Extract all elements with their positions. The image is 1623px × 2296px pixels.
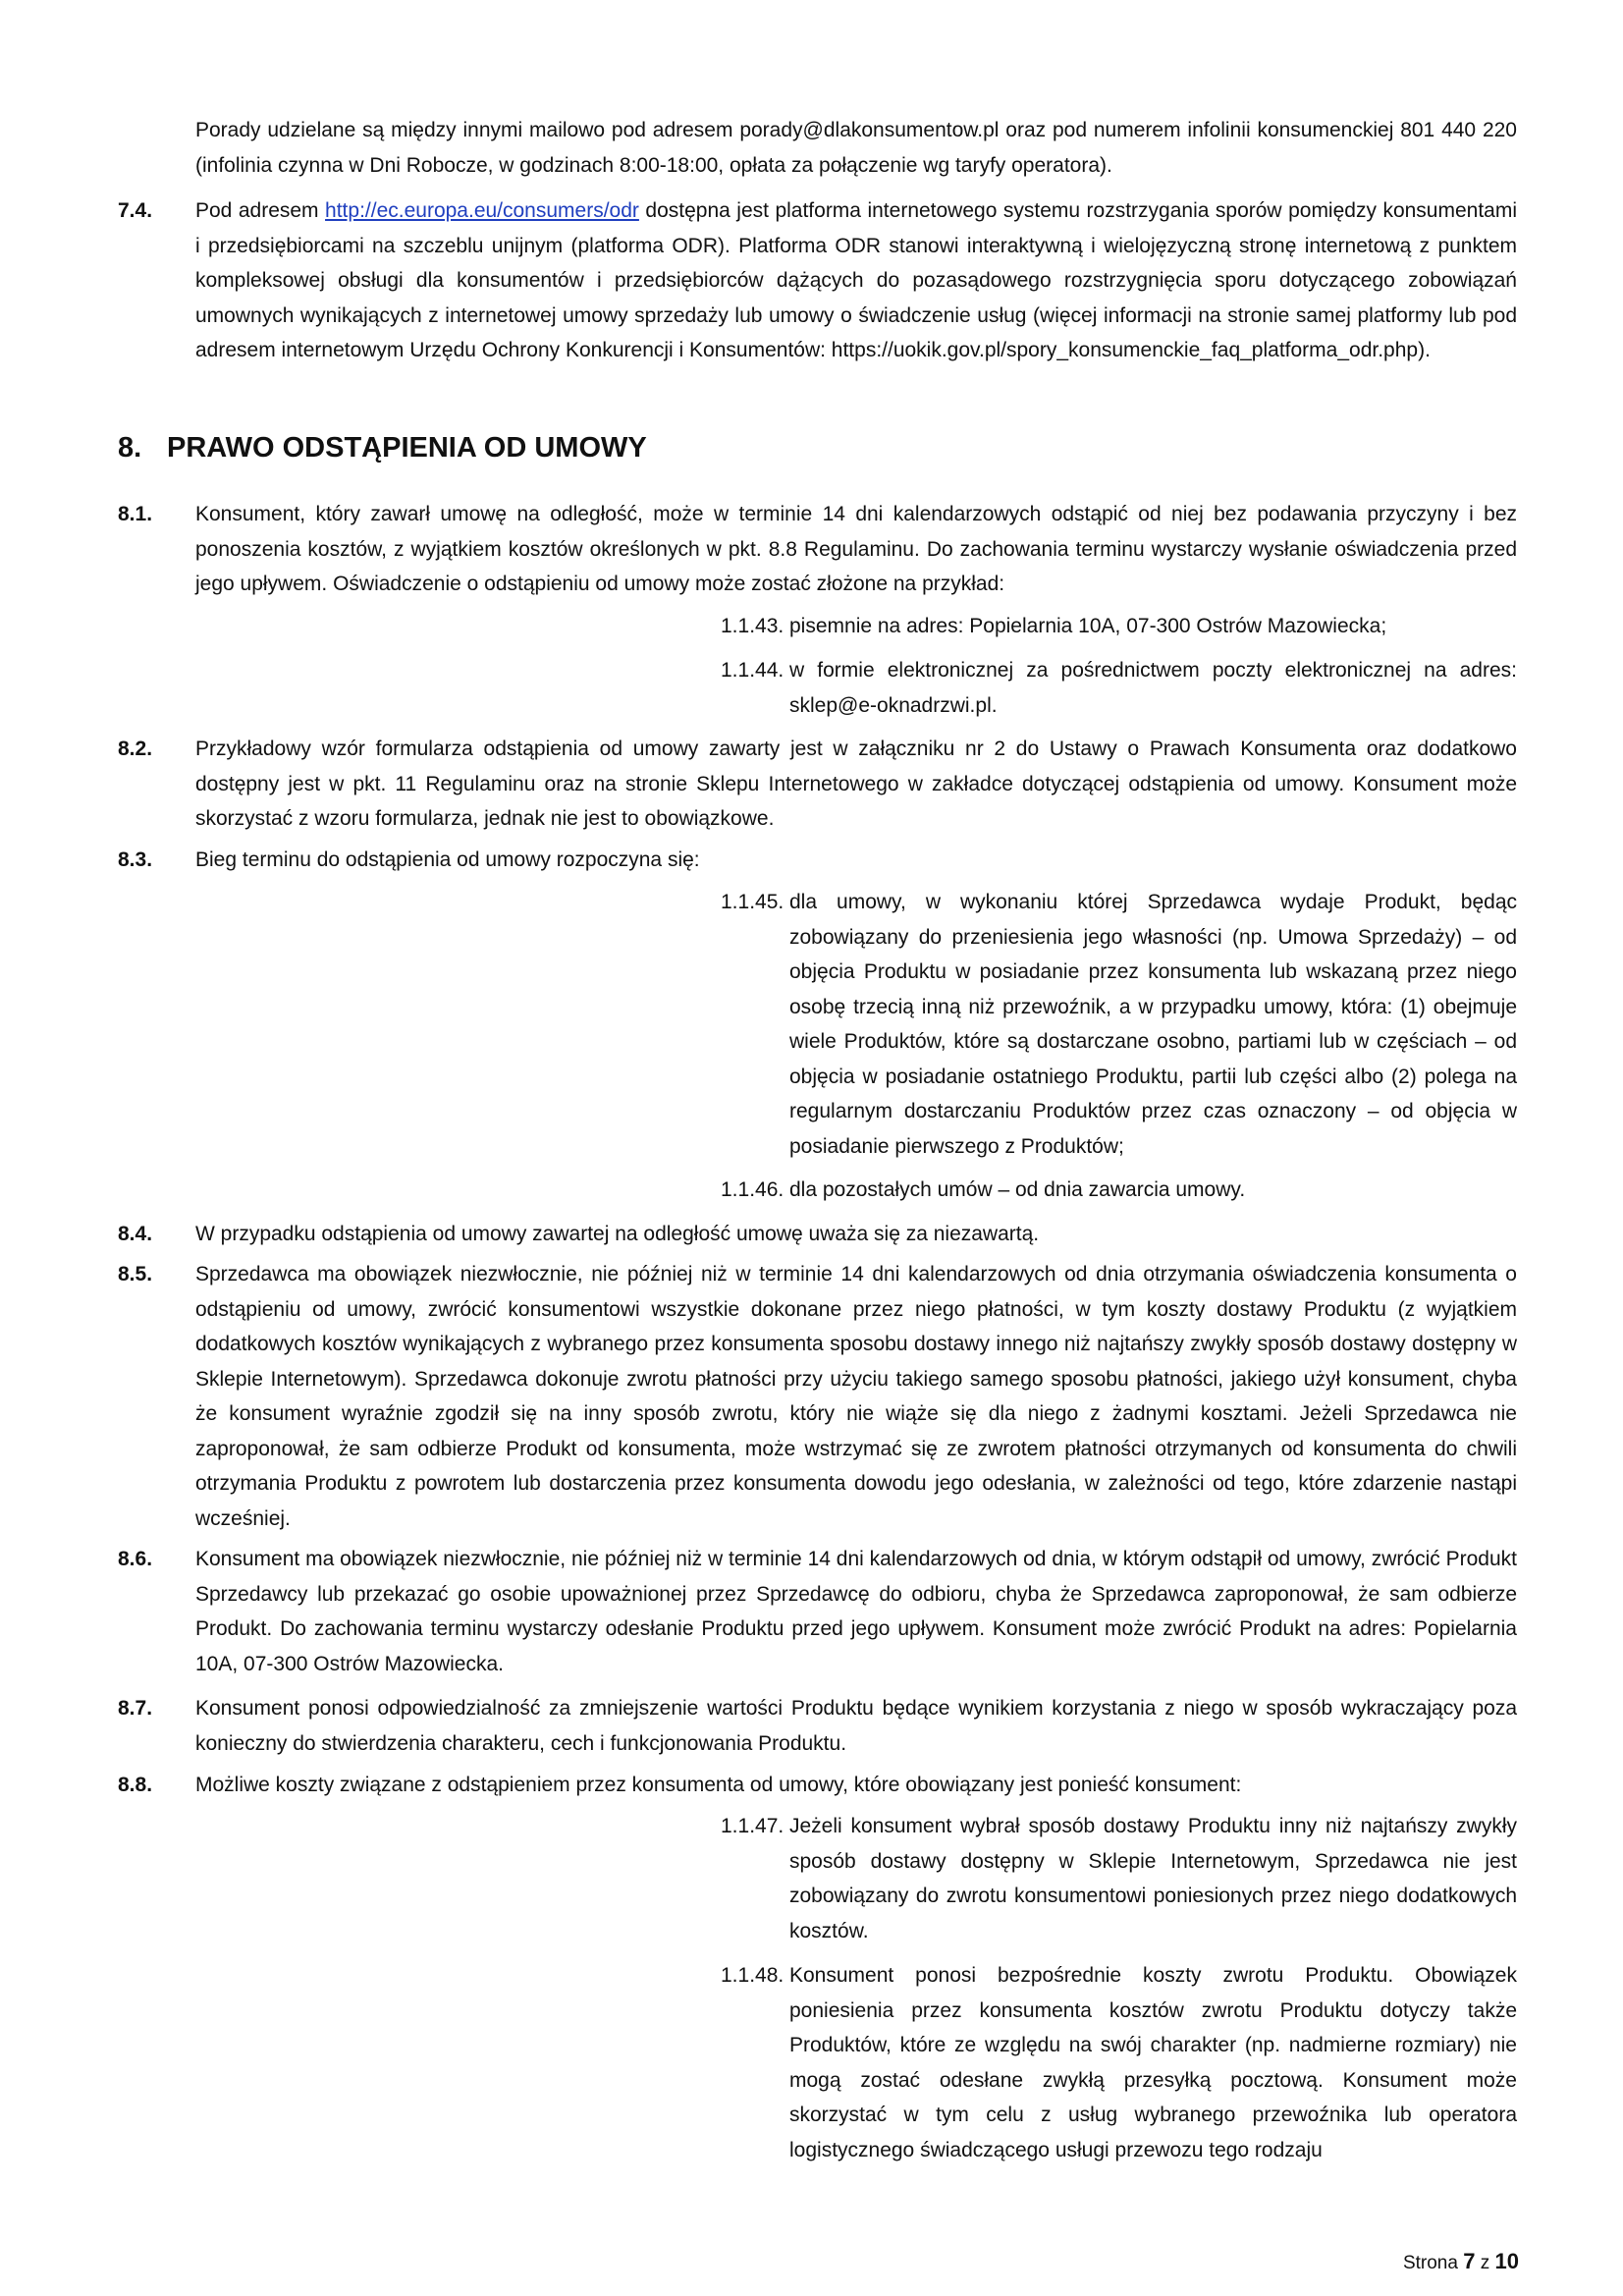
- paragraph-text: Przykładowy wzór formularza odstąpienia od umowy zawarty jest w załączniku nr 2 do Ustawy o Prawach Konsumenta oraz dodatkowo dostępny jest w pkt. 11 Regulaminu oraz na stronie Sklepu Internetowego w zakładce dotyczącej odstąpienia od umowy. Konsument może skorzystać z wzoru formularza, jednak nie jest to obowiązkowe.: [195, 738, 1517, 830]
- current-page-number: 7: [1463, 2249, 1476, 2273]
- subitem-text: Konsument ponosi bezpośrednie koszty zwrotu Produktu. Obowiązek poniesienia przez konsumenta kosztów zwrotu Produktu dotyczy także Produktów, które ze względu na swój charakter (np. nadmierne rozmiary) nie mogą zostać odesłane zwykłą przesyłką pocztową. Konsument może skorzystać w tym celu z usług wybranego przewoźnika lub operatora logistycznego świadczącego usługi przewozu tego rodzaju: [789, 1964, 1517, 2161]
- paragraph-8-8: [118, 1768, 1517, 1803]
- paragraph-text: Konsument ponosi odpowiedzialność za zmniejszenie wartości Produktu będące wynikiem korzystania z niego w sposób wykraczający poza konieczny do stwierdzenia charakteru, cech i funkcjonowania Produktu.: [195, 1697, 1517, 1755]
- subitem-1-1-47: [721, 1809, 1517, 1948]
- subitem-1-1-44: [721, 653, 1517, 723]
- section-number: 8.: [118, 432, 142, 464]
- subitem-number: 1.1.46.: [721, 1178, 784, 1201]
- total-pages-number: 10: [1494, 2249, 1519, 2273]
- item-number: 8.4.: [118, 1223, 153, 1245]
- paragraph-text: Konsument, który zawarł umowę na odległość, może w terminie 14 dni kalendarzowych odstąpić od niej bez podawania przyczyny i bez ponoszenia kosztów, z wyjątkiem kosztów określonych w pkt. 8.8 Regulaminu. Do zachowania terminu wystarczy wysłanie oświadczenia przed jego upływem. Oświadczenie o odstąpieniu od umowy może zostać złożone na przykład:: [195, 503, 1517, 595]
- subitem-number: 1.1.45.: [721, 891, 784, 913]
- page-footer: [1403, 2249, 1519, 2274]
- paragraph-8-2: [118, 732, 1517, 837]
- item-number: 8.1.: [118, 503, 153, 525]
- item-number: 8.3.: [118, 848, 153, 871]
- section-heading: [118, 432, 647, 465]
- odr-platform-link[interactable]: http://ec.europa.eu/consumers/odr: [325, 199, 639, 222]
- subitem-1-1-45: [721, 885, 1517, 1164]
- subitem-1-1-48: [721, 1958, 1517, 2167]
- paragraph-text: W przypadku odstąpienia od umowy zawartej na odległość umowę uważa się za niezawartą.: [195, 1223, 1040, 1245]
- subitem-text: Jeżeli konsument wybrał sposób dostawy Produktu inny niż najtańszy zwykły sposób dostawy dostępny w Sklepie Internetowym, Sprzedawca nie jest zobowiązany do zwrotu konsumentowi poniesionych przez niego dodatkowych kosztów.: [789, 1815, 1517, 1942]
- item-number: 7.4.: [118, 199, 153, 222]
- text-before-link: Pod adresem: [195, 199, 326, 222]
- paragraph-text: [195, 193, 1517, 368]
- paragraph-text: Porady udzielane są między innymi mailowo pod adresem porady@dlakonsumentow.pl oraz pod numerem infolinii konsumenckiej 801 440 220 (infolinia czynna w Dni Robocze, w godzinach 8:00-18:00, opłata za połączenie wg taryfy operatora).: [195, 119, 1517, 177]
- item-number: 8.7.: [118, 1697, 153, 1720]
- paragraph-7-4: [118, 193, 1517, 368]
- paragraph-8-7: [118, 1691, 1517, 1761]
- page-separator: z: [1480, 2253, 1490, 2273]
- paragraph-text: Sprzedawca ma obowiązek niezwłocznie, nie później niż w terminie 14 dni kalendarzowych od dnia otrzymania oświadczenia konsumenta o odstąpieniu od umowy, zwrócić konsumentowi wszystkie dokonane przez niego płatności, w tym koszty dostawy Produktu (z wyjątkiem dodatkowych kosztów wynikających z wybranego przez konsumenta sposobu dostawy innego niż najtańszy zwykły sposób dostawy dostępny w Sklepie Internetowym). Sprzedawca dokonuje zwrotu płatności przy użyciu takiego samego sposobu płatności, jakiego użył konsument, chyba że konsument wyraźnie zgodził się na inny sposób zwrotu, który nie wiąże się dla niego z żadnymi kosztami. Jeżeli Sprzedawca nie zaproponował, że sam odbierze Produkt od konsumenta, może wstrzymać się ze zwrotem płatności otrzymanych od konsumenta do chwili otrzymania Produktu z powrotem lub dostarczenia przez konsumenta dowodu jego odesłania, w zależności od tego, które zdarzenie nastąpi wcześniej.: [195, 1263, 1517, 1530]
- item-number: 8.8.: [118, 1774, 153, 1796]
- subitem-number: 1.1.48.: [721, 1964, 784, 1987]
- paragraph-8-5: [118, 1257, 1517, 1536]
- subitem-text: dla pozostałych umów – od dnia zawarcia umowy.: [789, 1178, 1246, 1201]
- subitem-text: dla umowy, w wykonaniu której Sprzedawca wydaje Produkt, będąc zobowiązany do przeniesienia jego własności (np. Umowa Sprzedaży) – od objęcia Produktu w posiadanie przez konsumenta lub wskazaną przez niego osobę trzecią inną niż przewoźnik, a w przypadku umowy, która: (1) obejmuje wiele Produktów, które są dostarczane osobno, partiami lub w częściach – od objęcia w posiadanie ostatniego Produktu, partii lub części albo (2) polega na regularnym dostarczaniu Produktów przez czas oznaczony – od objęcia w posiadanie pierwszego z Produktów;: [789, 891, 1517, 1158]
- paragraph-text: Możliwe koszty związane z odstąpieniem przez konsumenta od umowy, które obowiązany jest ponieść konsument:: [195, 1774, 1242, 1796]
- paragraph-7-3-continuation: [118, 113, 1517, 183]
- paragraph-8-1: [118, 497, 1517, 602]
- item-number: 8.6.: [118, 1548, 153, 1570]
- paragraph-text: Bieg terminu do odstąpienia od umowy rozpoczyna się:: [195, 848, 700, 871]
- item-number: 8.5.: [118, 1263, 153, 1285]
- paragraph-8-4: [118, 1217, 1517, 1252]
- paragraph-text: Konsument ma obowiązek niezwłocznie, nie później niż w terminie 14 dni kalendarzowych od dnia, w którym odstąpił od umowy, zwrócić Produkt Sprzedawcy lub przekazać go osobie upoważnionej przez Sprzedawcę do odbioru, chyba że Sprzedawca zaproponował, że sam odbierze Produkt. Do zachowania terminu wystarczy odesłanie Produktu przed jego upływem. Konsument może zwrócić Produkt na adres: Popielarnia 10A, 07-300 Ostrów Mazowiecka.: [195, 1548, 1517, 1675]
- subitem-number: 1.1.43.: [721, 615, 784, 637]
- subitem-1-1-46: [721, 1173, 1517, 1208]
- subitem-number: 1.1.47.: [721, 1815, 784, 1837]
- item-number: 8.2.: [118, 738, 153, 760]
- subitem-number: 1.1.44.: [721, 659, 784, 682]
- subitem-text: pisemnie na adres: Popielarnia 10A, 07-300 Ostrów Mazowiecka;: [789, 615, 1387, 637]
- paragraph-8-6: [118, 1542, 1517, 1681]
- section-title: PRAWO ODSTĄPIENIA OD UMOWY: [167, 432, 647, 464]
- subitem-1-1-43: [721, 609, 1517, 644]
- text-after-link: dostępna jest platforma internetowego systemu rozstrzygania sporów pomiędzy konsumentami i przedsiębiorcami na szczeblu unijnym (platforma ODR). Platforma ODR stanowi interaktywną i wielojęzyczną stronę internetową z punktem kompleksowej obsługi dla konsumentów i przedsiębiorców dążących do pozasądowego rozstrzygnięcia sporu dotyczącego zobowiązań umownych wynikających z internetowej umowy sprzedaży lub umowy o świadczenie usług (więcej informacji na stronie samej platformy lub pod adresem internetowym Urzędu Ochrony Konkurencji i Konsumentów: https://uokik.gov.pl/spory_konsumenckie_faq_platforma_odr.php).: [195, 199, 1518, 361]
- page-label: Strona: [1402, 2253, 1458, 2273]
- subitem-text: w formie elektronicznej za pośrednictwem poczty elektronicznej na adres: sklep@e-oknadrzwi.pl.: [789, 659, 1517, 717]
- paragraph-8-3: [118, 843, 1517, 878]
